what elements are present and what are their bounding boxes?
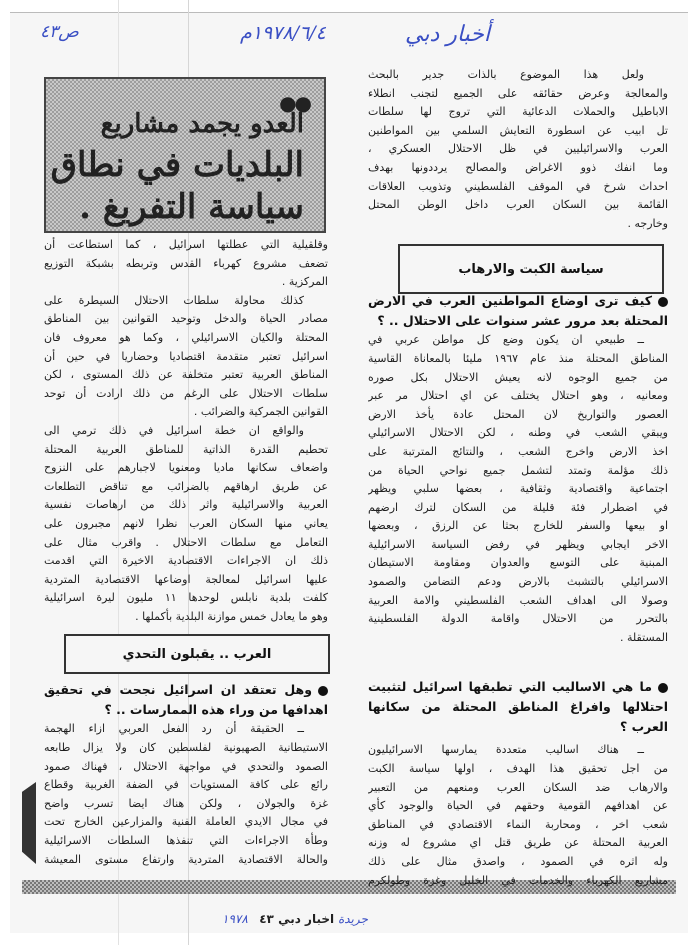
text-line: وما انفك ذوو الاغراض والمصالح يرددونها بهدف [368,160,668,174]
footer-handwritten-year: ١٩٧٨ [222,912,248,926]
text-line: كلفت بلدية نابلس لوحدها ١١ مليون ليرة اسرائيلية [44,591,328,605]
bullet-icon [658,297,668,307]
text-line: او بيعها والسفر للخارج بحثا عن الرزق ، وبعضها [368,519,668,533]
text-line: المستقلة . [620,630,668,644]
headline-bullets-icon: ●● [279,91,310,115]
text-line: ــ الحقيقة أن رد الفعل العربي ازاء الهجمة [44,722,304,736]
text-line: المبنية على التوسع والعدوان ومقاومة الاستيطان [368,556,668,570]
text-line: اسرائيل تعتبر متقدمة اقتصاديا وحضاريا في حين أن [44,349,328,363]
answer-paragraph [44,720,328,869]
bullet-icon [318,686,328,696]
text-line: من اجل تحقيق هذا الهدف ، اولها سياسة الكبت [368,762,668,776]
text-line: اجتماعية واقتصادية وثقافية ، بعضها سلبي ويظهر [368,482,668,496]
text-line: المناطق العربية تعتبر متخلفة عن ذلك المستوى ، لكن [44,368,328,382]
answer-paragraph [368,741,668,890]
text-line: بالتحرر من الاحتلال واقامة الدولة الفلسطينية [368,612,668,626]
text-line: العرب والاسرائيليين في ظل الاحتلال العسكري ، [368,142,668,156]
text-line: ويبقي الشعب في وطنه ، لكن الاحتلال الاسرائيلي [368,426,668,440]
text-line: ولعل هذا الموضوع بالذات جدير بالبحث [368,68,644,81]
headline-line: العدو يجمد مشاريع [100,109,304,139]
text-line: مشاريع الكهرباء والخدمات في الخليل وغزة وطولكرم [368,873,668,887]
text-line: الاخر ايجابي ويظهر في رفض السياسة الاسرائيلية [368,537,668,551]
text-line: شعب اخر ، ومحاربة النماء الاقتصادي في المناطق [368,817,668,831]
text-line: والارهاب ضد السكان العرب ومنعهم من التعبير [368,780,668,794]
text-line: والواقع ان خطة اسرائيل في ذلك ترمي الى [44,423,304,437]
handwritten-page-number: ص٤٣ [40,22,79,42]
text-line: احداث شرخ في الموقف الفلسطيني وتذويب العلاقات [368,179,668,193]
text-line: والمعالجة وعرض حقائقه على الجميع لتجنب انطلاء [368,86,668,100]
text-line: رائع على كافة المستويات في الضفة الغربية وقطاع [44,778,328,792]
text-line: وقلقيلية التي عطلتها اسرائيل ، كما استطاعت أن [44,238,328,251]
text-line: وصولا الى اهداف الشعب الفلسطيني والامة العربية [368,593,668,607]
headline-box [44,77,326,233]
answer-paragraph [368,331,668,647]
text-line: في اضطرار فئة قليلة من السكان لترك ارضهم [368,500,668,514]
text-line: عن اهدافهم القومية وحقهم في الحياة والوجود كأي [368,799,668,813]
text-line: المحتلة والكيان الاسرائيلي ، وكما هو معروف فان [44,330,328,344]
text-line: ــ طبيعي ان يكون وضع كل مواطن عربي في [368,333,644,347]
question-text: وهل تعتقد ان اسرائيل نجحت في تحقيق اهدافها من وراء هذه الممارسات .. ؟ [44,682,328,718]
text-line: وخارجه . [627,216,668,230]
text-line: مصادر الحياة والدخل وتوحيد القوانين بين المناطق [44,312,328,326]
text-line: واضعاف سكانها ماديا ومعنويا لاجبارهم على النزوح [44,461,328,475]
text-line: تل ابيب عن اسطورة التعايش السلمي بين المواطنين [368,123,668,137]
paragraph [44,236,328,292]
headline-line: البلديات في نطاق [50,145,304,185]
text-line: العربية المحتلة عن طريق قتل اي مشروع له وزنه [368,836,668,850]
text-line: عن طريق ارهاقهم بالضرائب مع تناقض التطلعات [44,479,328,493]
text-line: ــ هناك اساليب متعددة يمارسها الاسرائيليون [368,743,644,757]
article-column-left [44,236,328,869]
footer-source [222,912,368,926]
bullet-icon [658,683,668,693]
text-line: عليها اسرائيل لمعالجة اوضاعها الاقتصادية المتردية [44,572,328,586]
handwritten-date: ١٩٧٨/٦/٤م [240,22,326,44]
text-line: كذلك محاولة سلطات الاحتلال السيطرة على [44,293,304,307]
text-line: من جميع الوجوه لانه يعيش الاحتلال بكل صوره [368,370,668,384]
text-line: الاسرائيلي بالتشبث بالارض ودعم التضامن والصمود [368,575,668,589]
text-line: القائمة بين السكان العرب داخل الوطن المحتل [368,198,668,212]
text-line: يعاني منها السكان العرب نظرا لانهم مجبرون على [44,516,328,530]
text-line: تضعف مشروع كهرباء القدس وتربطه بشبكة التوزيع [44,256,328,270]
text-line: العربية والاسرائيلية واثر ذلك من ارهاصات نفسية [44,498,328,512]
paragraph [44,422,328,627]
text-line: وطأة الاجراءات التي تنفذها السلطات الاسرائيلية [44,834,328,848]
text-line: المناطق المحتلة منذ عام ١٩٦٧ مليئا بالمعاناة القاسية [368,351,668,365]
question-text: ما هي الاساليب التي تطبقها اسرائيل لتثبيت احتلالها وافراغ المناطق المحتلة من سكانها العرب ؟ [368,679,668,735]
intro-paragraph [368,66,668,233]
article-column-right [368,66,668,890]
section-heading: سياسة الكبت والارهاب [458,261,604,277]
margin-marker [22,782,36,864]
text-line: وله اثره في الصمود ، واصدق مثال على ذلك [368,855,668,868]
text-line: والحالة الاقتصادية المتردية وارتفاع مستوى المعيشة [44,852,328,866]
footer-handwritten-prefix: جريدة [337,912,368,926]
text-line: في مجال الايدي العاملة الفنية والمزارعين الخارج تحت [44,815,328,829]
question-text: كيف ترى اوضاع المواطنين العرب في الارض المحتلة بعد مرور عشر سنوات على الاحتلال .. ؟ [368,293,668,329]
text-line: ذلك مؤلمة وتمتد لتشمل جميع نواحي الحياة من [368,463,668,477]
text-line: التعامل مع سلطات الاحتلال . واقرب مثال على [44,535,328,549]
text-line: وهو ما يعادل خمس موازنة البلدية بأكملها . [135,609,328,623]
handwritten-newspaper-name: أخبار دبي [405,22,490,47]
text-line: ومعانيه ، وهو احتلال يختلف عن اي احتلال مر عبر [368,389,668,403]
section-heading: العرب .. يقبلون التحدي [122,646,272,662]
text-line: تحطيم القدرة الذاتية للمناطق العربية المحتلة [44,442,328,456]
text-line: ذلك ان الاجراءات الاقتصادية الاخيرة التي اقدمت [44,554,328,568]
interview-question [368,291,668,331]
text-line: اخذ الارض واخرج الشعب ، والنتائج المترتبة على [368,444,668,458]
footer-printed-source: اخبار دبي ٤٣ [259,912,335,926]
text-line: العصور والتواريخ لان المحتل عادة يأخذ الارض [368,407,668,421]
text-line: الاباطيل والحملات الدعائية التي تروج لها سلطات [368,105,668,119]
interview-question [44,680,328,720]
text-line: سلطات الاحتلال على الرغم من ذلك ارادت أن توحد [44,386,328,400]
text-line: غزة والجولان ، ولكن هناك ايضا تسرب واضح [44,796,328,810]
paragraph [44,292,328,422]
text-line: الصمود والتحدي في مواجهة الاحتلال ، فهناك صمود [44,759,328,773]
text-line: الاستيطانية الصهيونية لفلسطين كان ولا يزال طابعه [44,741,328,755]
text-line: القوانين الجمركية والضرائب . [193,405,328,419]
text-line: المركزية . [281,275,328,289]
interview-question [368,677,668,737]
headline-line: سياسة التفريغ . [79,187,304,227]
